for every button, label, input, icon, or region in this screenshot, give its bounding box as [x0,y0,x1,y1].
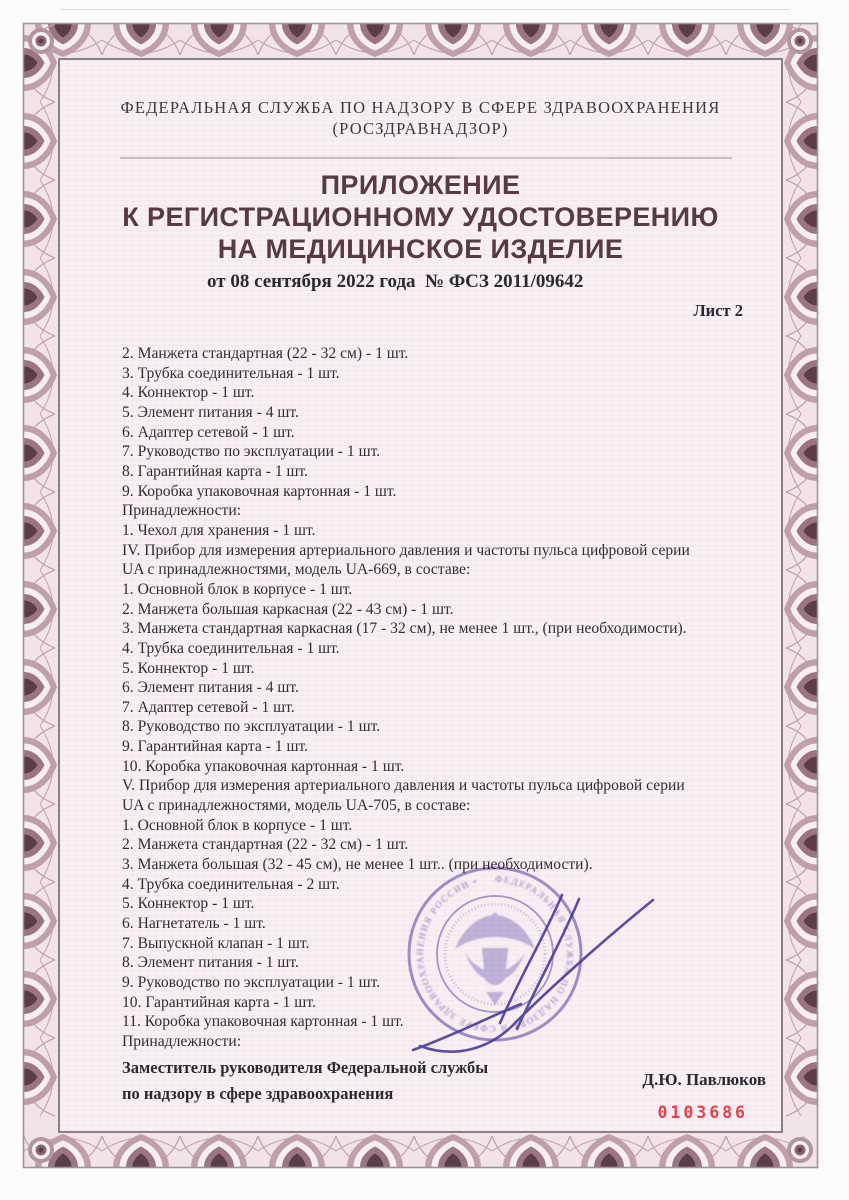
document-title [60,169,781,265]
stamp-ring-text: ФЕДЕРАЛЬНАЯ СЛУЖБА ПО НАДЗОРУ В СФЕРЕ ЗДРАВООХРАНЕНИЯ РОССИИ • [415,874,575,1034]
body-line: 7. Руководство по эксплуатации - 1 шт. [122,443,381,461]
body-line: V. Прибор для измерения артериального давления и частоты пульса цифровой серии [122,777,685,795]
body-line: 4. Трубка соединительная - 2 шт. [122,875,340,893]
body-line: 9. Гарантийная карта - 1 шт. [122,738,309,756]
body-line: 4. Коннектор - 1 шт. [122,384,255,402]
agency-header [60,97,781,139]
body-line: 2. Манжета стандартная (22 - 32 см) - 1 шт. [122,345,409,362]
body-line: 7. Выпускной клапан - 1 шт. [122,934,310,952]
header-divider [120,157,732,159]
signature-position-line1: Заместитель руководителя Федеральной службы [122,1058,489,1077]
registration-line [60,271,781,295]
body-line: 11. Коробка упаковочная картонная - 1 шт. [122,1013,404,1031]
body-line: 6. Элемент питания - 4 шт. [122,679,299,697]
body-line: 8. Элемент питания - 1 шт. [122,954,299,972]
body-line: 7. Адаптер сетевой - 1 шт. [122,698,295,716]
body-line: 10. Коробка упаковочная картонная - 1 шт. [122,757,405,775]
body-line: 2. Манжета большая каркасная (22 - 43 см) - 1 шт. [122,600,454,618]
agency-name-line1: ФЕДЕРАЛЬНАЯ СЛУЖБА ПО НАДЗОРУ В СФЕРЕ ЗДРАВООХРАНЕНИЯ [120,98,721,117]
body-line: UA с принадлежностями, модель UA-669, в составе: [122,561,471,579]
body-line: 9. Руководство по эксплуатации - 1 шт. [122,974,381,991]
official-stamp [395,853,715,1059]
signature-position-line2: по надзору в сфере здравоохранения [122,1084,394,1103]
title-line1: ПРИЛОЖЕНИЕ [320,170,521,200]
body-line: 8. Гарантийная карта - 1 шт. [122,462,309,480]
body-line: 3. Манжета большая (32 - 45 см), не менее 1 шт.. (при необходимости). [122,856,593,874]
title-line2: К РЕГИСТРАЦИОННОМУ УДОСТОВЕРЕНИЮ [122,202,719,232]
body-line: 3. Манжета стандартная каркасная (17 - 32 см), не менее 1 шт., (при необходимости). [122,620,687,638]
body-line: Принадлежности: [122,502,242,520]
body-line: 3. Трубка соединительная - 1 шт. [122,364,340,382]
body-line: 10. Гарантийная карта - 1 шт. [122,993,316,1011]
body-line: 4. Трубка соединительная - 1 шт. [122,639,340,657]
body-line: 6. Нагнетатель - 1 шт. [122,915,266,933]
title-line3: НА МЕДИЦИНСКОЕ ИЗДЕЛИЕ [217,234,624,264]
eagle-emblem [455,913,535,1005]
registration-number: № ФСЗ 2011/09642 [425,271,584,292]
body-line: UA с принадлежностями, модель UA-705, в составе: [122,797,471,815]
signature-position-block [122,1055,488,1107]
body-line: 5. Элемент питания - 4 шт. [122,403,299,421]
scan-artifact-line [60,9,789,10]
body-line: 1. Основной блок в корпусе - 1 шт. [122,816,353,834]
body-line: Принадлежности: [122,1032,242,1050]
body-line: 1. Чехол для хранения - 1 шт. [122,521,316,539]
body-line: 8. Руководство по эксплуатации - 1 шт. [122,718,381,736]
body-line: IV. Прибор для измерения артериального давления и частоты пульса цифровой серии [122,541,690,559]
body-line: 1. Основной блок в корпусе - 1 шт. [122,580,353,598]
registration-date: от 08 сентября 2022 года [207,271,416,292]
sheet-number: Лист 2 [693,301,743,320]
agency-name-line2: (РОСЗДРАВНАДЗОР) [332,119,509,138]
body-line: 5. Коннектор - 1 шт. [122,895,255,913]
serial-number: 0103686 [657,1103,748,1122]
body-line: 9. Коробка упаковочная картонная - 1 шт. [122,482,397,500]
body-line: 2. Манжета стандартная (22 - 32 см) - 1 шт. [122,836,409,854]
signer-name: Д.Ю. Павлюков [642,1070,766,1089]
body-line: 6. Адаптер сетевой - 1 шт. [122,423,295,441]
body-line: 5. Коннектор - 1 шт. [122,659,255,677]
